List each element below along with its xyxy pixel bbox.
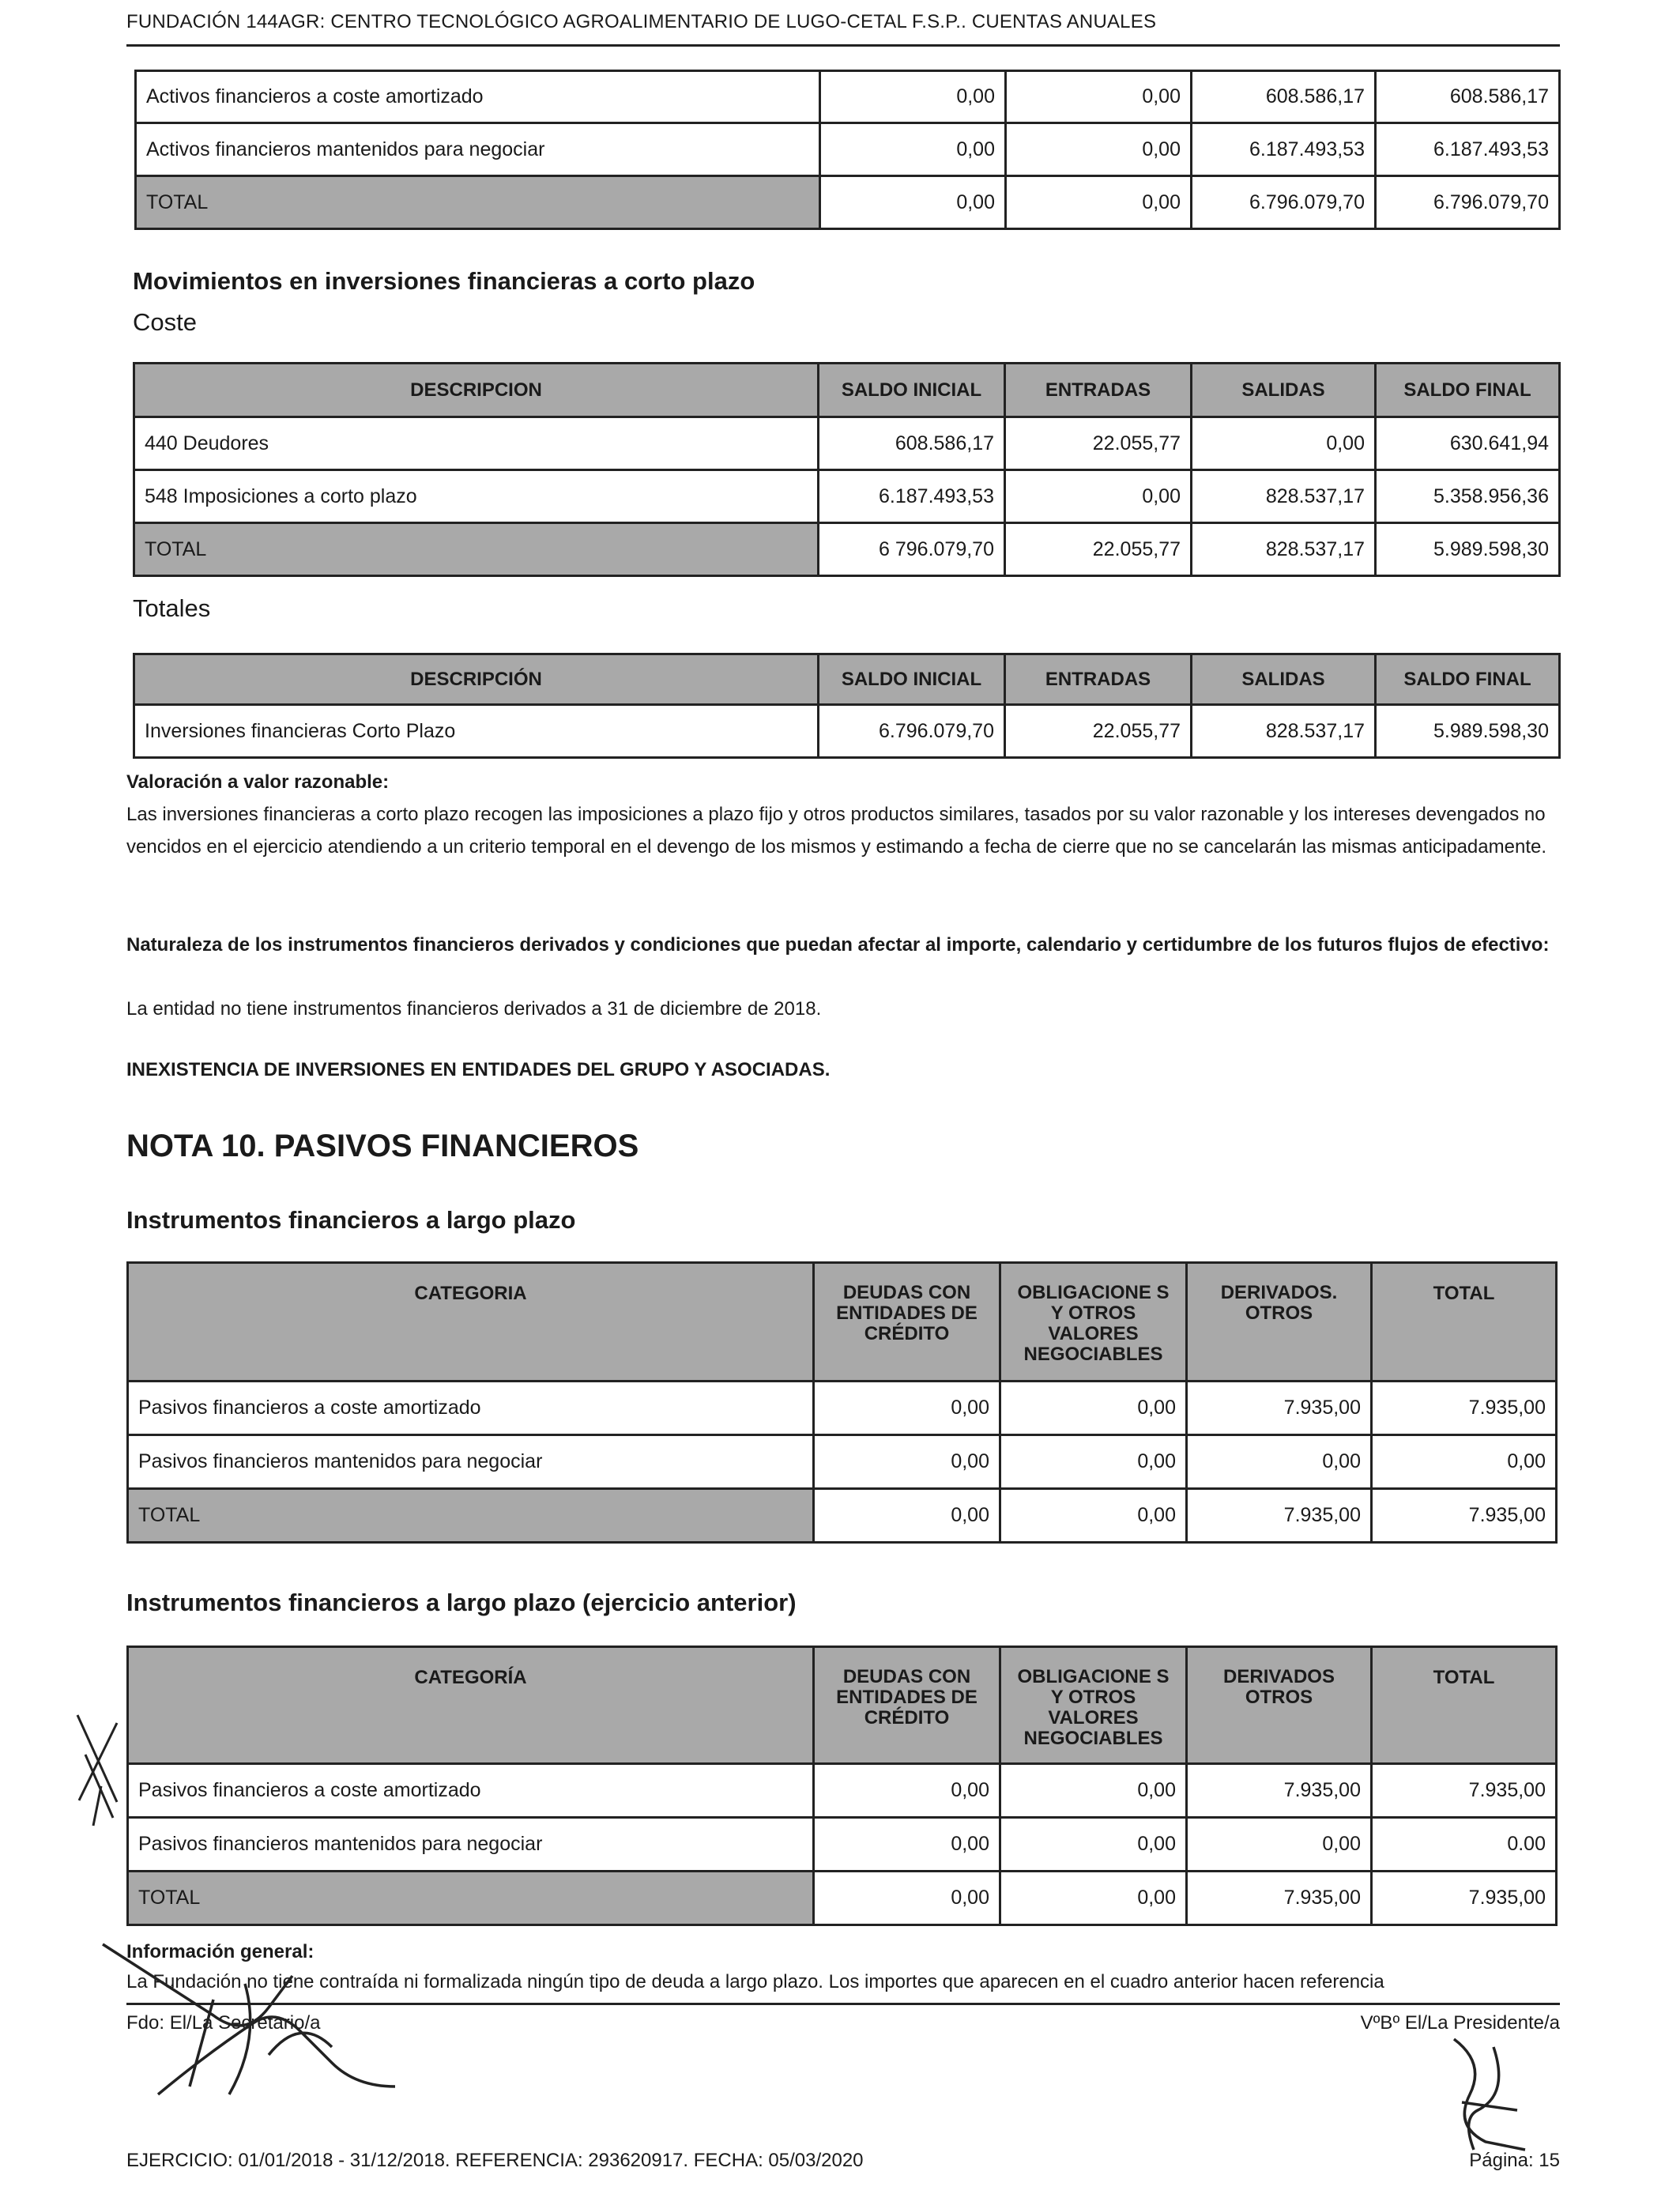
table-row-total (128, 1872, 1557, 1925)
info-general-title: Información general: (126, 1941, 315, 1962)
cell-value: 608.586,17 (1376, 71, 1560, 123)
cell-value: 22.055,77 (1005, 705, 1192, 758)
header-rule (126, 44, 1560, 47)
table-header-row (134, 364, 1560, 417)
column-header: SALIDAS (1192, 654, 1376, 705)
cell-value: 6.187.493,53 (1192, 123, 1376, 176)
table-header-row (128, 1263, 1557, 1382)
column-header: DEUDAS CON ENTIDADES DE CRÉDITO (814, 1263, 1000, 1382)
table-row (128, 1818, 1557, 1872)
column-header: DESCRIPCIÓN (134, 654, 819, 705)
column-header: SALDO INICIAL (819, 364, 1005, 417)
cell-value: 5.358.956,36 (1376, 470, 1560, 523)
cell-value: 6.796.079,70 (1376, 176, 1560, 229)
table-row (134, 470, 1560, 523)
cell-value: 0,00 (1000, 1489, 1187, 1543)
row-label: 440 Deudores (134, 417, 819, 470)
cell-value: 7.935,00 (1372, 1764, 1557, 1818)
row-label: Pasivos financieros mantenidos para negociar (128, 1435, 814, 1489)
column-header: OBLIGACIONE S Y OTROS VALORES NEGOCIABLES (1000, 1647, 1187, 1764)
cell-value: 6.796.079,70 (819, 705, 1005, 758)
cell-value: 22.055,77 (1005, 523, 1192, 576)
column-header: ENTRADAS (1005, 364, 1192, 417)
section-title: Instrumentos financieros a largo plazo (ejercicio anterior) (126, 1589, 797, 1616)
cell-value: 5.989.598,30 (1376, 705, 1560, 758)
naturaleza-title: Naturaleza de los instrumentos financieros derivados y condiciones que puedan afectar al importe, calendario y certidumbre de los futuros flujos de efectivo: (126, 934, 1550, 956)
row-label: Activos financieros a coste amortizado (136, 71, 820, 123)
column-header: TOTAL (1372, 1263, 1557, 1382)
largo-plazo-table (126, 1261, 1558, 1544)
cell-value: 0,00 (814, 1489, 1000, 1543)
cell-value: 7.935,00 (1187, 1872, 1372, 1925)
cell-value: 0,00 (1000, 1872, 1187, 1925)
sign-right-label: VºBº El/La Presidente/a (1360, 2012, 1560, 2034)
cell-value: 0,00 (1005, 470, 1192, 523)
column-header: SALDO FINAL (1376, 654, 1560, 705)
cell-value: 5.989.598,30 (1376, 523, 1560, 576)
table-row (134, 705, 1560, 758)
column-header: SALDO FINAL (1376, 364, 1560, 417)
row-label: TOTAL (134, 523, 819, 576)
cell-value: 7.935,00 (1372, 1382, 1557, 1435)
largo-plazo-anterior-table (126, 1646, 1558, 1926)
cell-value: 0,00 (820, 176, 1006, 229)
cell-value: 0,00 (814, 1382, 1000, 1435)
cell-value: 0,00 (820, 71, 1006, 123)
column-header: OBLIGACIONE S Y OTROS VALORES NEGOCIABLES (1000, 1263, 1187, 1382)
cell-value: 0,00 (820, 123, 1006, 176)
cell-value: 0,00 (814, 1435, 1000, 1489)
activos-financieros-table (134, 70, 1561, 230)
column-header: DESCRIPCION (134, 364, 819, 417)
nota-10-title: NOTA 10. PASIVOS FINANCIEROS (126, 1129, 639, 1163)
column-header: TOTAL (1372, 1647, 1557, 1764)
inexistencia-note: INEXISTENCIA DE INVERSIONES EN ENTIDADES DEL GRUPO Y ASOCIADAS. (126, 1059, 831, 1080)
column-header: DERIVADOS. OTROS (1187, 1263, 1372, 1382)
cell-value: 7.935,00 (1372, 1872, 1557, 1925)
cell-value: 6.187.493,53 (819, 470, 1005, 523)
table-row (128, 1764, 1557, 1818)
row-label: TOTAL (136, 176, 820, 229)
cell-value: 0.00 (1372, 1818, 1557, 1872)
cell-value: 828.537,17 (1192, 705, 1376, 758)
valoracion-text: Las inversiones financieras a corto plazo recogen las imposiciones a plazo fijo y otros productos similares, tasados por su valor razonable y los intereses devengados no vencidos en el ejercicio atendiendo a un criterio temporal en el devengo de los mismos y estimando a fecha de cierre que no se cancelarán las mismas anticipadamente. (126, 804, 1546, 858)
table-row-total (134, 523, 1560, 576)
cell-value: 828.537,17 (1192, 470, 1376, 523)
subsection-label: Coste (133, 308, 197, 336)
footer-pagina: Página: 15 (1469, 2150, 1560, 2171)
row-label: Pasivos financieros mantenidos para negociar (128, 1818, 814, 1872)
column-header: CATEGORIA (128, 1263, 814, 1382)
row-label: Pasivos financieros a coste amortizado (128, 1764, 814, 1818)
table-row (136, 71, 1560, 123)
table-header-row (128, 1647, 1557, 1764)
row-label: 548 Imposiciones a corto plazo (134, 470, 819, 523)
table-row (134, 417, 1560, 470)
naturaleza-text: La entidad no tiene instrumentos financieros derivados a 31 de diciembre de 2018. (126, 998, 822, 1020)
row-label: Pasivos financieros a coste amortizado (128, 1382, 814, 1435)
cell-value: 0,00 (1006, 176, 1192, 229)
row-label: Inversiones financieras Corto Plazo (134, 705, 819, 758)
cell-value: 7.935,00 (1187, 1489, 1372, 1543)
coste-table (133, 362, 1561, 577)
column-header: ENTRADAS (1005, 654, 1192, 705)
table-row (136, 123, 1560, 176)
table-row (128, 1435, 1557, 1489)
table-header-row (134, 654, 1560, 705)
row-label: Activos financieros mantenidos para negociar (136, 123, 820, 176)
column-header: SALIDAS (1192, 364, 1376, 417)
cell-value: 0,00 (1187, 1818, 1372, 1872)
secretary-signature (95, 1928, 427, 2118)
footer-ejercicio: EJERCICIO: 01/01/2018 - 31/12/2018. REFERENCIA: 293620917. FECHA: 05/03/2020 (126, 2150, 864, 2171)
cell-value: 608.586,17 (1192, 71, 1376, 123)
column-header: DEUDAS CON ENTIDADES DE CRÉDITO (814, 1647, 1000, 1764)
cell-value: 22.055,77 (1005, 417, 1192, 470)
table-row-total (136, 176, 1560, 229)
table-row-total (128, 1489, 1557, 1543)
valoracion-title: Valoración a valor razonable: (126, 771, 390, 793)
subsection-label: Totales (133, 594, 211, 622)
cell-value: 0,00 (1192, 417, 1376, 470)
column-header: SALDO INICIAL (819, 654, 1005, 705)
cell-value: 0,00 (1000, 1818, 1187, 1872)
cell-value: 6.796.079,70 (1192, 176, 1376, 229)
president-signature (1438, 2031, 1549, 2158)
table-row (128, 1382, 1557, 1435)
cell-value: 0,00 (1000, 1764, 1187, 1818)
row-label: TOTAL (128, 1872, 814, 1925)
sign-left-label: Fdo: El/La Secretario/a (126, 2012, 321, 2034)
column-header: DERIVADOS OTROS (1187, 1647, 1372, 1764)
cell-value: 0,00 (1006, 71, 1192, 123)
cell-value: 7.935,00 (1372, 1489, 1557, 1543)
cell-value: 7.935,00 (1187, 1382, 1372, 1435)
section-title: Movimientos en inversiones financieras a corto plazo (133, 267, 755, 295)
cell-value: 0,00 (814, 1764, 1000, 1818)
row-label: TOTAL (128, 1489, 814, 1543)
cell-value: 0,00 (1006, 123, 1192, 176)
cell-value: 0,00 (814, 1818, 1000, 1872)
cell-value: 6.187.493,53 (1376, 123, 1560, 176)
document-header: FUNDACIÓN 144AGR: CENTRO TECNOLÓGICO AGROALIMENTARIO DE LUGO-CETAL F.S.P.. CUENTAS ANUALES (126, 11, 1157, 32)
totales-table (133, 653, 1561, 759)
cell-value: 0,00 (1000, 1435, 1187, 1489)
cell-value: 0,00 (814, 1872, 1000, 1925)
info-general-text: La Fundación no tiene contraída ni formalizada ningún tipo de deuda a largo plazo. Los importes que aparecen en el cuadro anterior hacen referencia (126, 1971, 1384, 1992)
cell-value: 0,00 (1187, 1435, 1372, 1489)
cell-value: 6 796.079,70 (819, 523, 1005, 576)
cell-value: 0,00 (1000, 1382, 1187, 1435)
margin-signature-mark (70, 1707, 133, 1834)
cell-value: 828.537,17 (1192, 523, 1376, 576)
cell-value: 608.586,17 (819, 417, 1005, 470)
section-title: Instrumentos financieros a largo plazo (126, 1206, 576, 1234)
column-header: CATEGORÍA (128, 1647, 814, 1764)
cell-value: 0,00 (1372, 1435, 1557, 1489)
cell-value: 630.641,94 (1376, 417, 1560, 470)
cell-value: 7.935,00 (1187, 1764, 1372, 1818)
